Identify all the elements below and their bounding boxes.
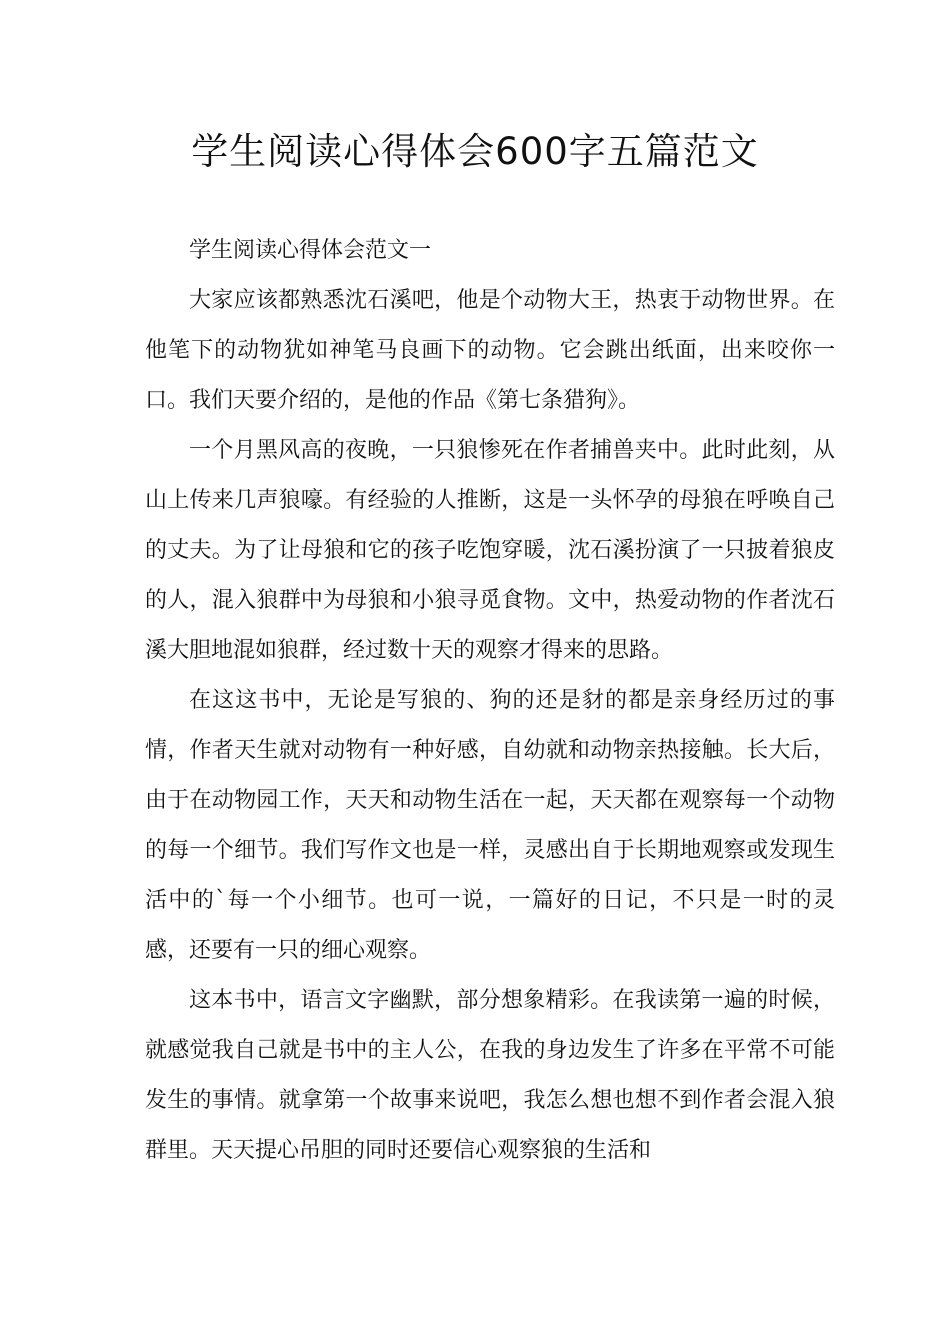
- paragraph-1: 大家应该都熟悉沈石溪吧，他是个动物大王，热衷于动物世界。在他笔下的动物犹如神笔马良画下的动物。它会跳出纸面，出来咬你一口。我们天要介绍的，是他的作品《第七条猎狗》。: [145, 288, 835, 413]
- paragraph-4: 这本书中，语言文字幽默，部分想象精彩。在我读第一遍的时候，就感觉我自己就是书中的主人公，在我的身边发生了许多在平常不可能发生的事情。就拿第一个故事来说吧，我怎么想也想不到作者会混入狼群里。天天提心吊胆的同时还要信心观察狼的生活和: [145, 988, 835, 1163]
- paragraph-2: 一个月黑风高的夜晚，一只狼惨死在作者捕兽夹中。此时此刻，从山上传来几声狼嚎。有经验的人推断，这是一头怀孕的母狼在呼唤自己的丈夫。为了让母狼和它的孩子吃饱穿暖，沈石溪扮演了一只披着狼皮的人，混入狼群中为母狼和小狼寻觅食物。文中，热爱动物的作者沈石溪大胆地混如狼群，经过数十天的观察才得来的思路。: [145, 438, 835, 663]
- document-body: [145, 276, 835, 1176]
- section-heading-text: 学生阅读心得体会范文一: [189, 238, 432, 263]
- section-heading: [145, 226, 835, 276]
- document-title: 学生阅读心得体会600字五篇范文: [191, 130, 759, 173]
- paragraph-3: 在这这书中，无论是写狼的、狗的还是豺的都是亲身经历过的事情，作者天生就对动物有一种好感，自幼就和动物亲热接触。长大后，由于在动物园工作，天天和动物生活在一起，天天都在观察每一个动物的每一个细节。我们写作文也是一样，灵感出自于长期地观察或发现生活中的`每一个小细节。也可一说，一篇好的日记，不只是一时的灵感，还要有一只的细心观察。: [145, 688, 835, 963]
